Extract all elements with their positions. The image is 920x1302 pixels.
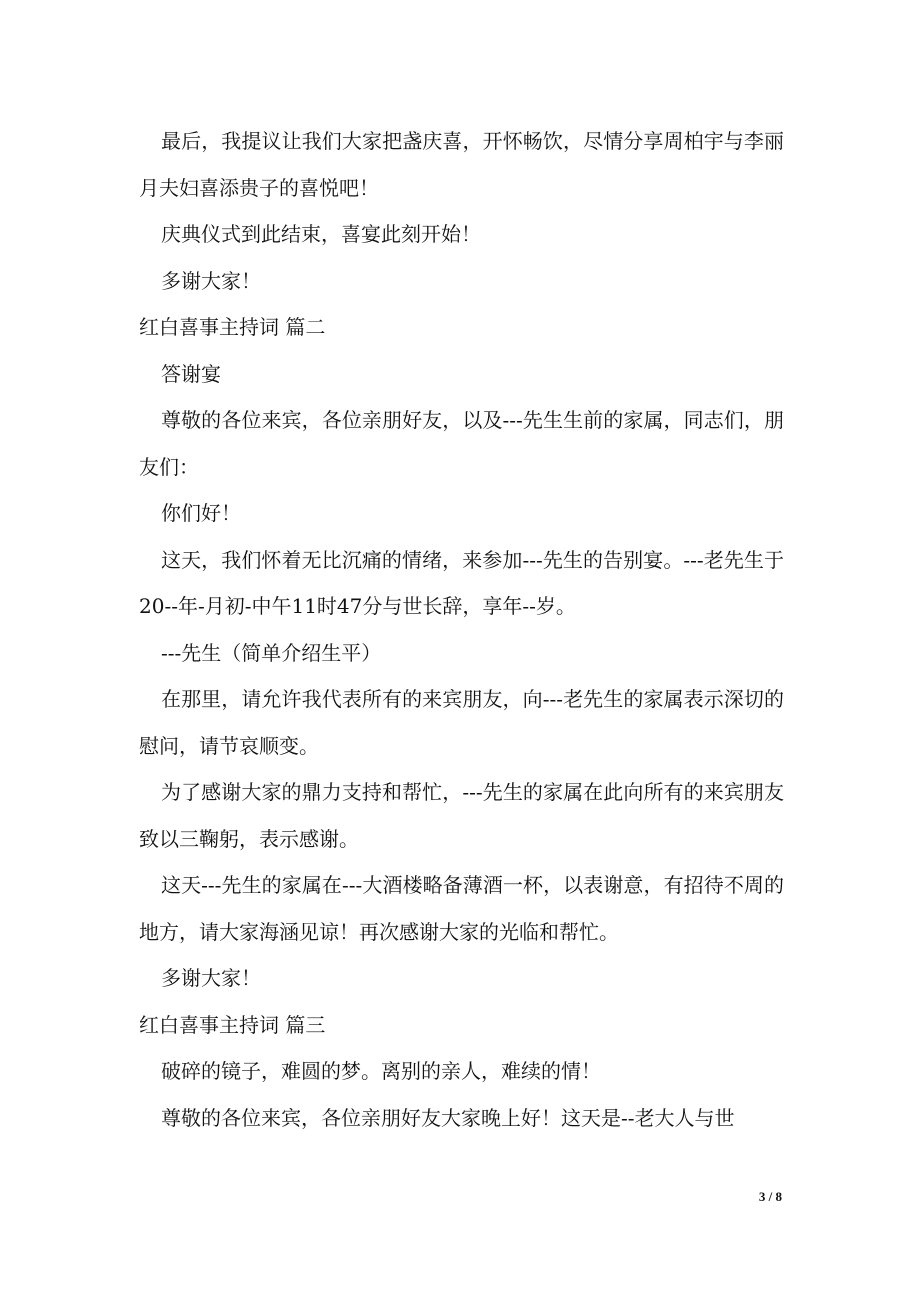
paragraph-thanks-2: 多谢大家！ xyxy=(161,966,261,990)
paragraph-toast: 最后，我提议让我们大家把盏庆喜，开怀畅饮，尽情分享周柏宇与李丽月夫妇喜添贵子的喜悦吧！ xyxy=(139,129,784,200)
page-number: 3 / 8 xyxy=(758,1189,782,1204)
paragraph-biography: ---先生（简单介绍生平） xyxy=(161,640,382,665)
paragraph-banquet-title: 答谢宴 xyxy=(161,361,221,386)
paragraph-broken-mirror: 破碎的镜子，难圆的梦。离别的亲人，难续的情！ xyxy=(161,1059,601,1083)
paragraph-ceremony-end: 庆典仪式到此结束，喜宴此刻开始！ xyxy=(161,222,481,246)
paragraph-bow: 为了感谢大家的鼎力支持和帮忙，---先生的家属在此向所有的来宾朋友致以三鞠躬，表示感谢。 xyxy=(139,780,784,851)
section-heading-part-two: 红白喜事主持词 篇二 xyxy=(139,315,326,339)
paragraph-greeting-evening: 尊敬的各位来宾，各位亲朋好友大家晚上好！这天是--老大人与世 xyxy=(161,1105,735,1130)
paragraph-condolence: 在那里，请允许我代表所有的来宾朋友，向---老先生的家属表示深切的慰问，请节哀顺变。 xyxy=(139,687,784,758)
document-body xyxy=(139,118,784,1141)
paragraph-greeting-guests: 尊敬的各位来宾，各位亲朋好友，以及---先生生前的家属，同志们，朋友们： xyxy=(139,408,784,479)
paragraph-banquet-invite: 这天---先生的家属在---大酒楼略备薄酒一杯，以表谢意，有招待不周的地方，请大家海涵见谅！再次感谢大家的光临和帮忙。 xyxy=(139,873,784,944)
section-heading-part-three: 红白喜事主持词 篇三 xyxy=(139,1012,326,1037)
paragraph-farewell-banquet: 这天，我们怀着无比沉痛的情绪，来参加---先生的告别宴。---老先生于20--年-月初-中午11时47分与世长辞，享年--岁。 xyxy=(139,547,784,618)
paragraph-hello: 你们好！ xyxy=(161,501,241,525)
paragraph-thanks: 多谢大家！ xyxy=(161,268,261,293)
